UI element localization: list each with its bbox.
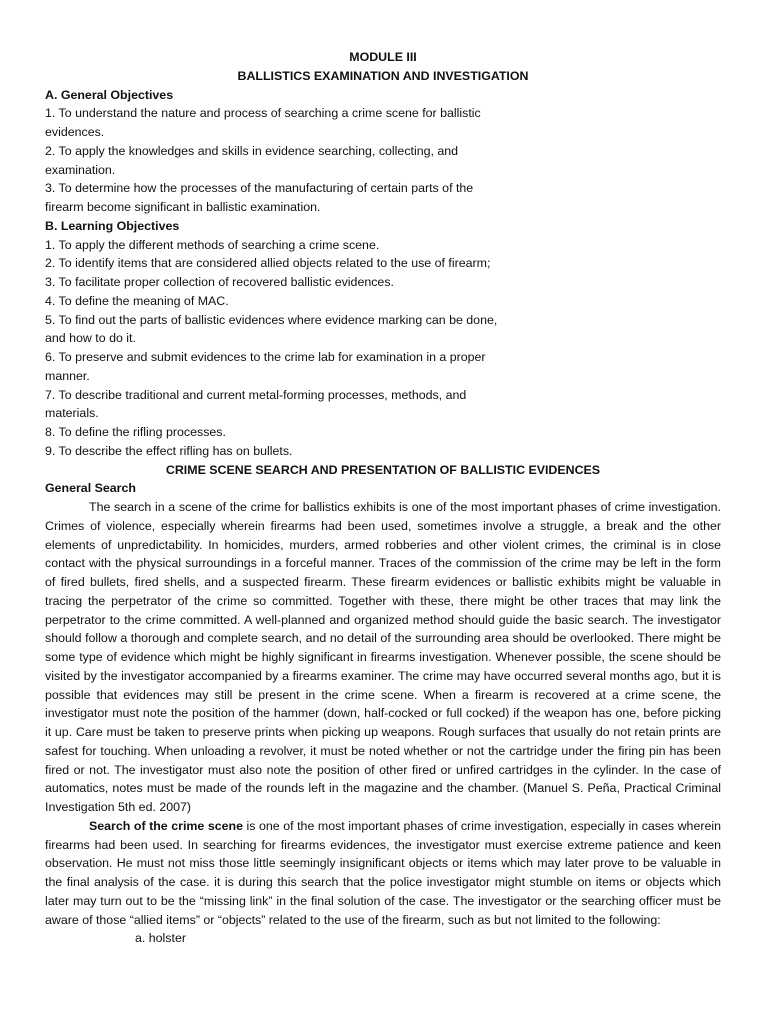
objective-line: 8. To define the rifling processes. (45, 425, 226, 439)
general-search-heading: General Search (45, 481, 136, 496)
objective-line: firearm become significant in ballistic examination. (45, 200, 321, 214)
objective-line: 1. To understand the nature and process of searching a crime scene for ballistic (45, 106, 481, 121)
crime-scene-search-text: is one of the most important phases of crime investigation, especially in cases wherein firearms had been used. In searching for firearms evidences, the investigator must exercise extreme patience and keen observation. He must not miss those little seemingly insignificant objects or items which may later prove to be valuable in the final analysis of the case. it is during this search that the police investigator might stumble on items or objects which later may turn out to be the “missing link” in the final solution of the case. The investigator or the searching officer must be aware of those “allied items” or “objects” related to the use of the firearm, such as but not limited to the following: (45, 818, 721, 927)
crime-scene-search-lead: Search of the crime scene (89, 818, 243, 833)
objective-line: 9. To describe the effect rifling has on bullets. (45, 443, 293, 458)
document-page (45, 48, 721, 948)
objective-line: 3. To facilitate proper collection of recovered ballistic evidences. (45, 275, 394, 289)
objective-line: 2. To identify items that are considered allied objects related to the use of firearm; (45, 256, 491, 271)
module-label: MODULE III (349, 50, 417, 64)
module-title: BALLISTICS EXAMINATION AND INVESTIGATION (237, 68, 529, 83)
general-objectives-list (45, 104, 721, 217)
general-search-paragraph: The search in a scene of the crime for ballistics exhibits is one of the most important phases of crime investigation. Crimes of violence, especially wherein firearms had been used, sometimes involve a struggle, a break and the other elements of unpredictability. In homicides, murders, armed robberies and other violent crimes, the criminal is in close contact with the physical surroundings in a forceful manner. Traces of the commission of the crime may be left in the form of fired bullets, fired shells, and a suspected firearm. These firearm evidences or ballistic exhibits might be valuable in tracing the perpetrator of the crime so committed. Together with these, there might be other traces that may link the perpetrator to the crime committed. A well-planned and organized method should guide the basic search. The investigator should follow a thorough and complete search, and no detail of the surrounding area should be overlooked. There might be some type of evidence which might be highly significant in firearms investigation. Whenever possible, the scene should be visited by the investigator accompanied by a firearms examiner. The crime may have occurred several months ago, but it is possible that evidences may still be present in the crime scene. When a firearm is recovered at a crime scene, the investigator must note the position of the hammer (down, half-cocked or full cocked) if the weapon has one, before picking it up. Care must be taken to preserve prints when picking up weapons. Rough surfaces that usually do not retain prints are safest for touching. When unloading a revolver, it must be noted whether or not the cartridge under the firing pin has been fired or not. The investigator must also note the position of other fired or unfired cartridges in the cylinder. In the case of automatics, notes must be made of the rounds left in the magazine and the chamber. (Manuel S. Peña, Practical Criminal Investigation 5th ed. 2007) (45, 500, 721, 814)
objective-line: evidences. (45, 125, 105, 139)
learning-objectives-list (45, 236, 721, 461)
objective-line: and how to do it. (45, 331, 136, 346)
objective-line: 7. To describe traditional and current metal-forming processes, methods, and (45, 387, 467, 402)
allied-item: a. holster (135, 931, 186, 946)
objective-line: materials. (45, 406, 99, 421)
crime-scene-search-paragraph (45, 817, 721, 930)
objective-line: 3. To determine how the processes of the manufacturing of certain parts of the (45, 181, 474, 196)
objective-line: manner. (45, 368, 90, 383)
general-objectives-heading: A. General Objectives (45, 87, 174, 102)
objective-line: 2. To apply the knowledges and skills in evidence searching, collecting, and (45, 143, 459, 158)
objective-line: 6. To preserve and submit evidences to the crime lab for examination in a proper (45, 350, 486, 364)
objective-line: examination. (45, 162, 116, 177)
objective-line: 5. To find out the parts of ballistic evidences where evidence marking can be done, (45, 312, 498, 327)
learning-objectives-heading: B. Learning Objectives (45, 218, 180, 233)
section-title: CRIME SCENE SEARCH AND PRESENTATION OF BALLISTIC EVIDENCES (165, 462, 601, 477)
objective-line: 4. To define the meaning of MAC. (45, 293, 229, 308)
objective-line: 1. To apply the different methods of searching a crime scene. (45, 237, 380, 252)
